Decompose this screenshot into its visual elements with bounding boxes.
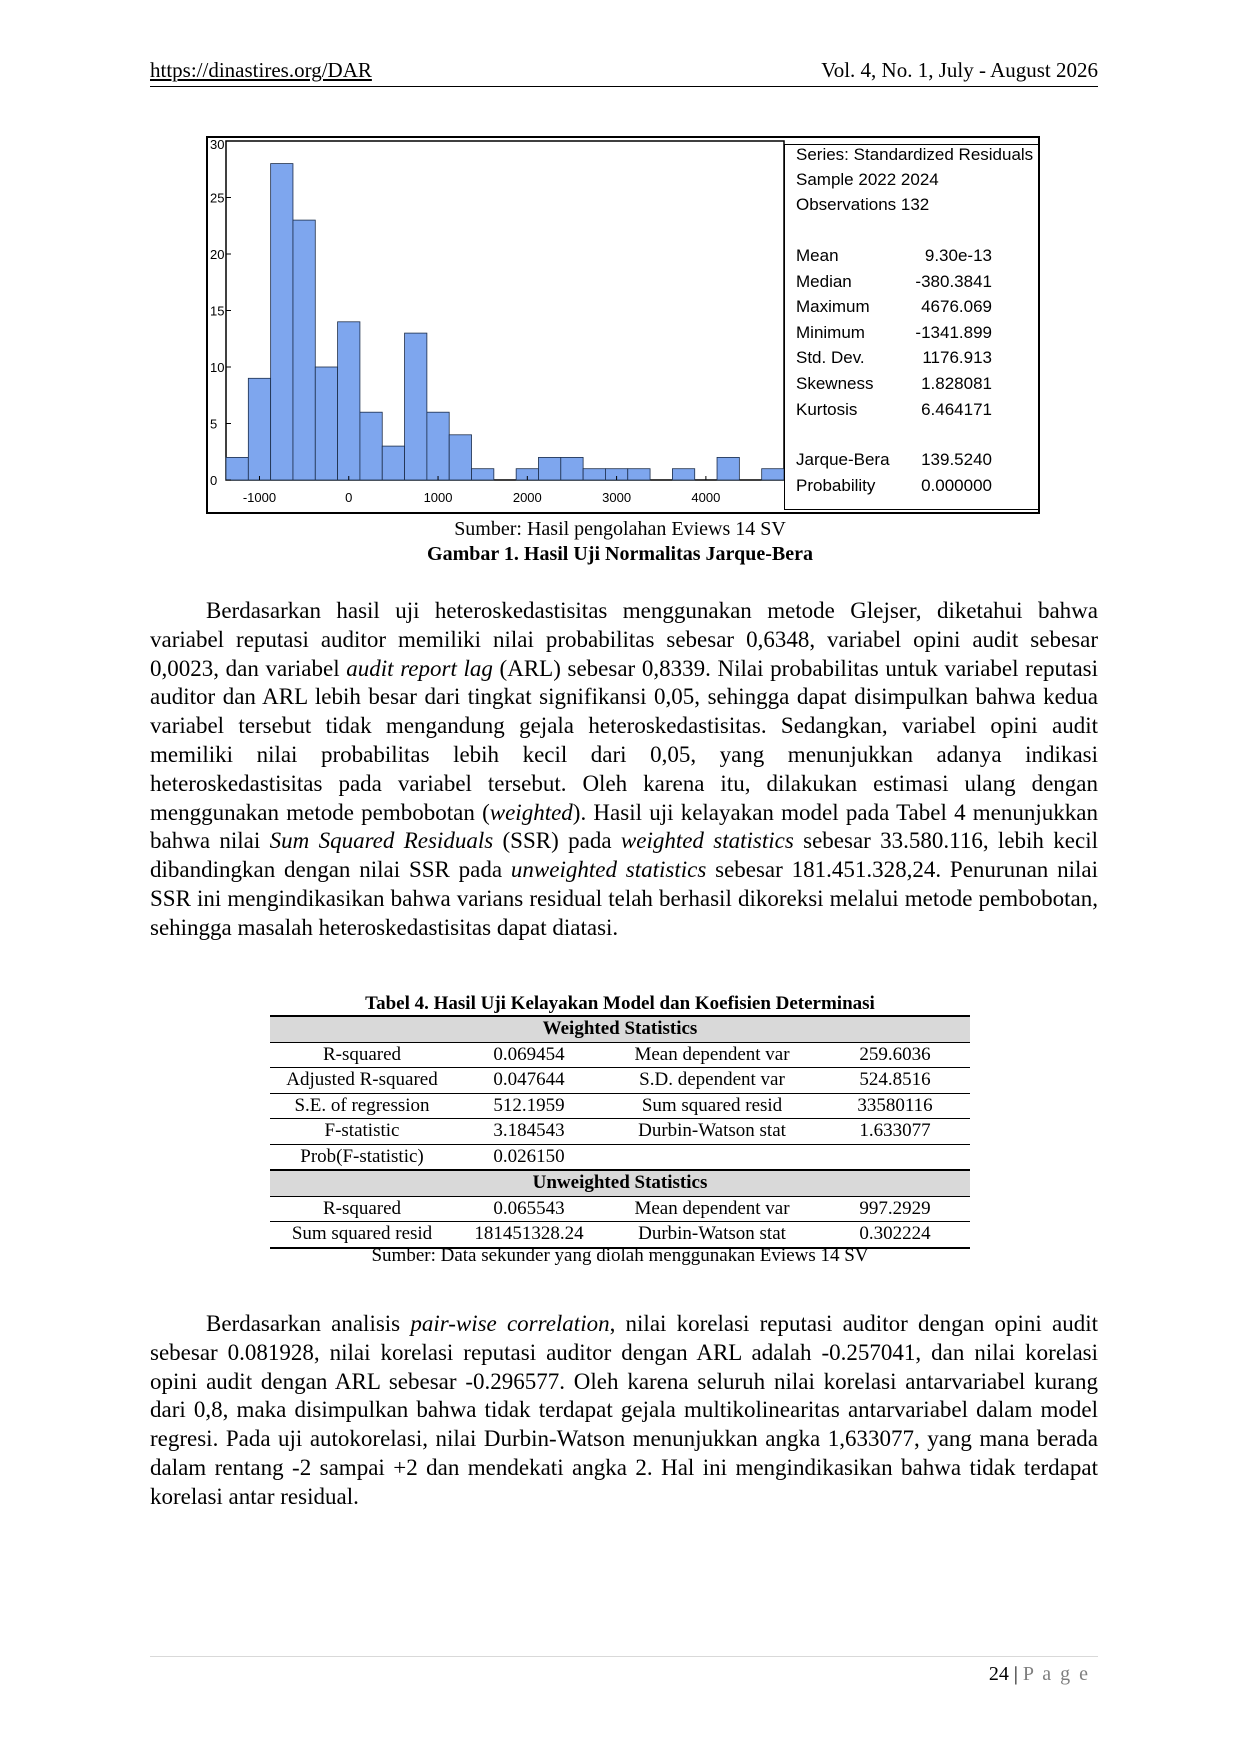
table-cell — [820, 1144, 970, 1170]
histogram-bar — [293, 220, 315, 480]
paragraph-heteroskedasticity — [150, 597, 1098, 943]
x-tick-label: 3000 — [602, 490, 632, 505]
table-row — [270, 1222, 970, 1248]
figure-caption: Gambar 1. Hasil Uji Normalitas Jarque-Bera — [427, 543, 813, 565]
stats-label: Std. Dev. — [796, 348, 865, 368]
table-cell: Durbin-Watson stat — [604, 1119, 820, 1145]
table-cell: S.E. of regression — [270, 1093, 454, 1119]
stats-value: 1.828081 — [921, 374, 992, 393]
stats-label: Maximum — [796, 297, 870, 317]
table-cell: 0.047644 — [454, 1068, 604, 1094]
table-cell: 0.069454 — [454, 1042, 604, 1068]
histogram-bar — [583, 469, 605, 480]
histogram-bar — [717, 457, 739, 480]
stats-value: 0.000000 — [921, 475, 992, 495]
model-fit-table — [270, 1015, 970, 1249]
x-tick-label: 0 — [345, 490, 353, 505]
table-cell: 33580116 — [820, 1093, 970, 1119]
x-tick-label: 2000 — [512, 490, 542, 505]
table-row — [270, 1196, 970, 1222]
section-title: Unweighted Statistics — [270, 1170, 970, 1196]
paragraph-text-segment: weighted statistics — [620, 828, 794, 854]
table-cell: Mean dependent var — [604, 1196, 820, 1222]
stats-observations: Observations 132 — [796, 195, 930, 214]
paragraph-text-segment: (SSR) pada — [493, 828, 621, 854]
table-section-header — [270, 1016, 970, 1042]
histogram-chart — [208, 138, 788, 512]
histogram-bar — [405, 333, 427, 480]
stats-label: Probability — [796, 475, 876, 495]
table-source: Sumber: Data sekunder yang diolah menggunakan Eviews 14 SV — [371, 1245, 869, 1266]
figure-source: Sumber: Hasil pengolahan Eviews 14 SV — [454, 518, 786, 540]
table-cell: 524.8516 — [820, 1068, 970, 1094]
page-header — [150, 58, 1098, 87]
stats-label: Median — [796, 271, 852, 291]
descriptive-stats-box — [784, 144, 1038, 510]
paragraph-text-segment: sebesar 181.451.328,24. Penurunan nilai SSR ini mengindikasikan bahwa varians residual telah berhasil dikoreksi melalui metode pembobotan, sehingga masalah heteroskedastisitas dapat diatasi. — [150, 857, 1098, 940]
table-cell: S.D. dependent var — [604, 1068, 820, 1094]
y-tick-label: 15 — [210, 303, 225, 319]
footer-divider — [150, 1656, 1098, 1657]
paragraph-text-segment: ). Hasil uji kelayakan model pada Tabel 4 menunjukkan bahwa nilai — [150, 799, 1098, 854]
paragraph-text-segment: sebesar 33.580.116, lebih kecil dibandingkan dengan nilai SSR pada — [150, 828, 1098, 883]
journal-url-link[interactable]: https://dinastires.org/DAR — [150, 58, 372, 82]
table-cell: 259.6036 — [820, 1042, 970, 1068]
section-title: Weighted Statistics — [270, 1016, 970, 1042]
stats-label: Kurtosis — [796, 399, 858, 419]
stats-value: 9.30e-13 — [924, 246, 992, 265]
table-cell: 512.1959 — [454, 1093, 604, 1119]
stats-label: Jarque-Bera — [796, 450, 890, 469]
table-cell: Sum squared resid — [270, 1222, 454, 1248]
paragraph-text-segment: Sum Squared Residuals — [269, 828, 494, 854]
page-number: 24 — [988, 1663, 1009, 1685]
y-tick-label: 0 — [210, 473, 218, 488]
paragraph-text-segment: pair-wise correlation — [410, 1311, 610, 1336]
stats-series: Series: Standardized Residuals — [796, 145, 1034, 164]
table-row — [270, 1144, 970, 1170]
paragraph-text-segment: weighted — [489, 799, 573, 825]
stats-label: Skewness — [796, 374, 874, 393]
stats-value: -380.3841 — [915, 271, 992, 291]
histogram-bar — [338, 322, 360, 480]
histogram-figure — [206, 136, 1040, 514]
paragraph-text-segment: , nilai korelasi reputasi auditor dengan opini audit sebesar 0.081928, nilai korelasi reputasi auditor dengan ARL adalah -0.257041, dan nilai korelasi opini audit dengan ARL sebesar -0.296577. Oleh karena seluruh nilai korelasi antarvariabel kurang dari 0,8, maka disimpulkan bahwa tidak terdapat gejala multikolinearitas antarvariabel dalam model regresi. Pada uji autokorelasi, nilai Durbin-Watson menunjukkan angka 1,633077, yang mana berada dalam rentang -2 sampai +2 dan mendekati angka 2. Hal ini mengindikasikan bahwa tidak terdapat korelasi antar residual. — [150, 1311, 1099, 1509]
histogram-bar — [472, 469, 494, 480]
paragraph-text-segment: (ARL) sebesar 0,8339. Nilai probabilitas untuk variabel reputasi auditor dan ARL lebih besar dari tingkat signifikansi 0,05, sehingga dapat disimpulkan bahwa kedua variabel tersebut tidak mengandung gejala heteroskedastisitas. Sedangkan, variabel opini audit memiliki nilai probabilitas lebih kecil dari 0,05, yang menunjukkan adanya indikasi heteroskedastisitas pada variabel tersebut. Oleh karena itu, dilakukan estimasi ulang dengan menggunakan metode pembobotan ( — [150, 655, 1098, 825]
y-tick-label: 25 — [210, 190, 225, 206]
table-row — [270, 1068, 970, 1094]
stats-value: 139.5240 — [921, 450, 992, 469]
paragraph-text-segment: audit report lag — [346, 655, 493, 681]
paragraph-correlation — [150, 1310, 1098, 1512]
table-cell: 997.2929 — [820, 1196, 970, 1222]
stats-label: Minimum — [796, 322, 865, 342]
y-tick-label: 20 — [210, 247, 225, 262]
table-section-header — [270, 1170, 970, 1196]
table-cell: R-squared — [270, 1196, 454, 1222]
y-tick-label: 10 — [210, 360, 225, 375]
histogram-bar — [449, 435, 471, 480]
footer-separator: | — [1013, 1663, 1018, 1685]
table-row — [270, 1119, 970, 1145]
table-cell: Prob(F-statistic) — [270, 1144, 454, 1170]
stats-value: 1176.913 — [922, 348, 992, 368]
table-row — [270, 1093, 970, 1119]
stats-value: 6.464171 — [921, 399, 992, 419]
table-title: Tabel 4. Hasil Uji Kelayakan Model dan Koefisien Determinasi — [365, 993, 875, 1014]
x-tick-label: 1000 — [423, 490, 453, 505]
histogram-bar — [628, 469, 650, 480]
page-label: P a g e — [1022, 1663, 1090, 1685]
x-tick-label: 4000 — [691, 490, 721, 505]
histogram-bar — [382, 446, 404, 480]
stats-label: Mean — [796, 246, 839, 265]
table-cell: 0.065543 — [454, 1196, 604, 1222]
paragraph-text-segment: unweighted statistics — [510, 857, 707, 883]
table-cell: 3.184543 — [454, 1119, 604, 1145]
histogram-bar — [427, 412, 449, 480]
paragraph-text-segment: Berdasarkan hasil uji heteroskedastisitas menggunakan metode Glejser, diketahui bahwa variabel reputasi auditor memiliki nilai probabilitas sebesar 0,6348, variabel opini audit sebesar 0,0023, dan variabel — [150, 598, 1098, 681]
histogram-bar — [226, 457, 248, 480]
histogram-bar — [360, 412, 382, 480]
table-cell: 181451328.24 — [454, 1222, 604, 1248]
table-cell: Durbin-Watson stat — [604, 1222, 820, 1248]
stats-value: -1341.899 — [915, 322, 992, 342]
table-row — [270, 1042, 970, 1068]
histogram-bar — [315, 367, 337, 480]
table-cell: 0.026150 — [454, 1144, 604, 1170]
table-cell — [604, 1144, 820, 1170]
table-cell: 1.633077 — [820, 1119, 970, 1145]
histogram-bar — [248, 378, 270, 480]
stats-value: 4676.069 — [921, 297, 992, 317]
x-tick-label: -1000 — [242, 490, 277, 505]
table-cell: F-statistic — [270, 1119, 454, 1145]
histogram-bar — [762, 469, 784, 480]
table-cell: R-squared — [270, 1042, 454, 1068]
page-footer — [989, 1663, 1090, 1686]
table-cell: Mean dependent var — [604, 1042, 820, 1068]
paragraph-text-segment: Berdasarkan analisis — [206, 1311, 411, 1336]
y-tick-label: 5 — [210, 416, 218, 432]
histogram-bar — [271, 164, 293, 480]
y-tick-label: 30 — [210, 138, 225, 152]
stats-sample: Sample 2022 2024 — [796, 170, 939, 189]
table-cell: Adjusted R-squared — [270, 1068, 454, 1094]
volume-info: Vol. 4, No. 1, July - August 2026 — [821, 58, 1098, 82]
table-cell: Sum squared resid — [604, 1093, 820, 1119]
histogram-bar — [538, 457, 560, 480]
histogram-bar — [561, 457, 583, 480]
histogram-bar — [672, 469, 694, 480]
table-cell: 0.302224 — [820, 1222, 970, 1248]
